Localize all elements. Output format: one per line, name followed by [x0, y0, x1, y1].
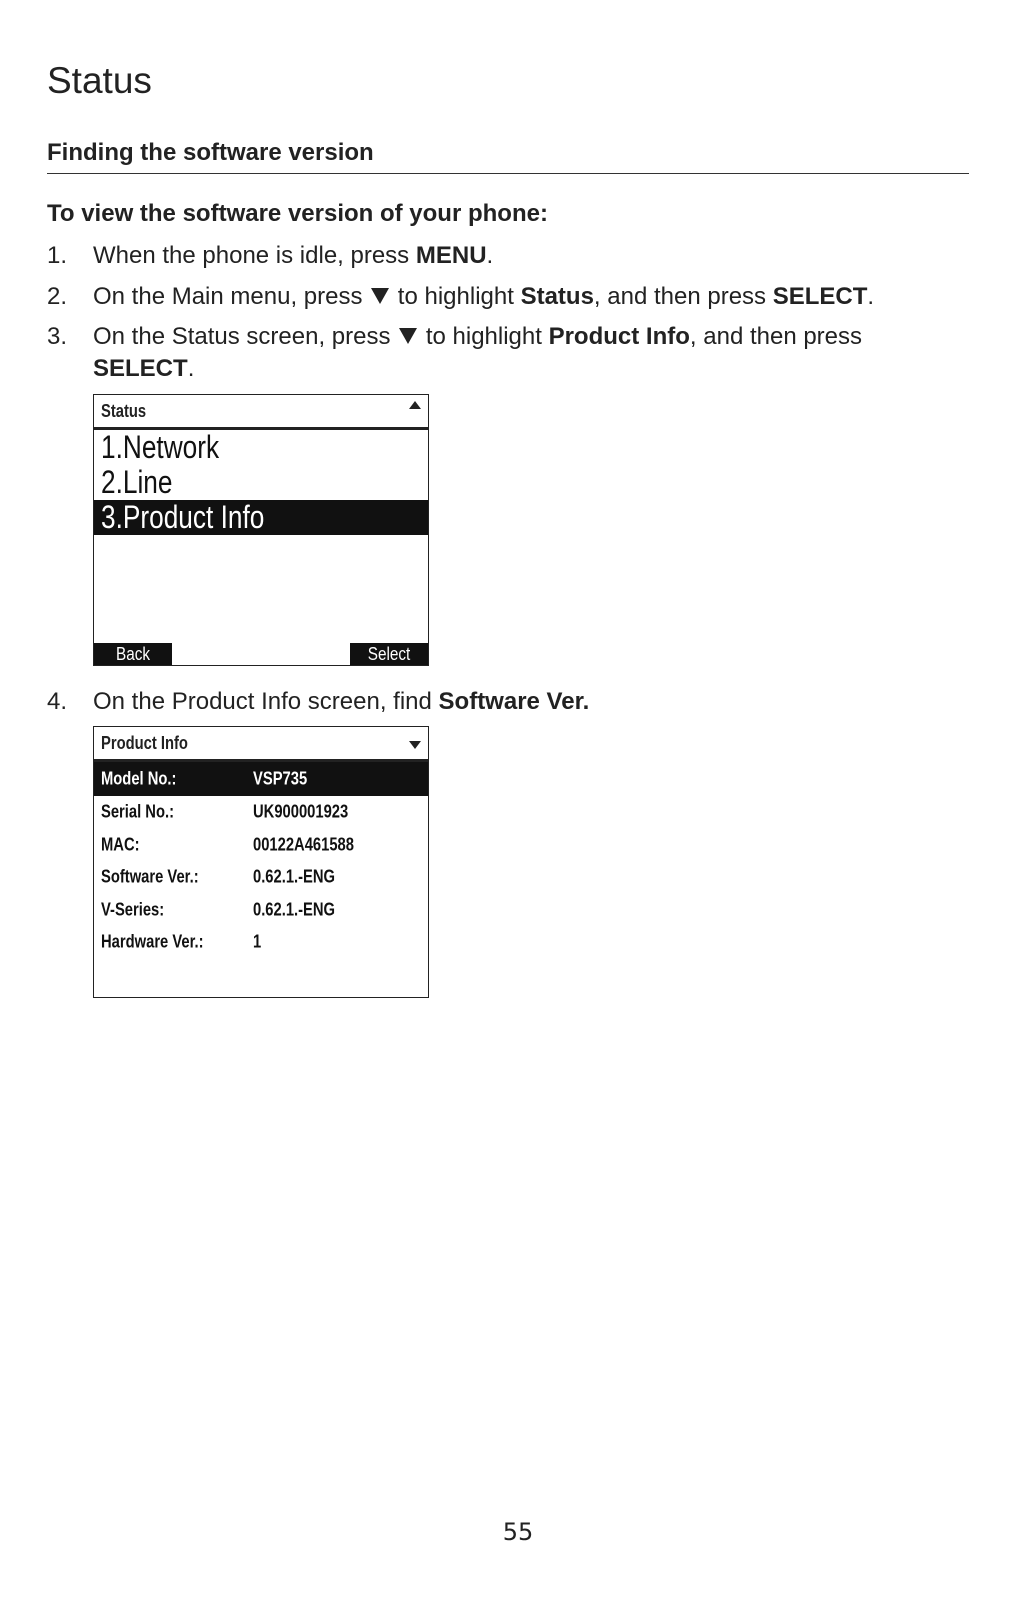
info-label: V-Series: [101, 899, 165, 920]
info-label: MAC: [101, 834, 140, 855]
info-label: Serial No.: [101, 801, 175, 822]
down-triangle-icon [399, 328, 417, 344]
info-value: 00122A461588 [253, 834, 354, 855]
menu-item-product-info[interactable]: 3.Product Info [94, 500, 428, 535]
scroll-down-arrow-icon [409, 741, 421, 749]
screen-title: Status [101, 401, 147, 421]
status-screen [93, 394, 429, 666]
page-title: Status [47, 60, 152, 101]
procedure-heading: To view the software version of your phone: [47, 200, 548, 227]
screen-title: Product Info [101, 733, 188, 753]
info-row-software-ver [94, 861, 428, 894]
scroll-up-arrow-icon [409, 401, 421, 409]
down-triangle-icon [371, 288, 389, 304]
step-number: 3. [47, 323, 68, 350]
info-value: 0.62.1.-ENG [253, 899, 336, 920]
step-text: On the Status screen, press to highlight Product Info, and then press SELECT. [93, 323, 863, 382]
menu-item-network[interactable]: 1.Network [101, 429, 220, 465]
step-text: On the Product Info screen, find Software Ver. [93, 688, 590, 715]
page-number: 55 [502, 1518, 534, 1546]
info-row-hardware-ver [94, 926, 428, 959]
screen-header [94, 727, 428, 762]
step-number: 2. [47, 283, 68, 310]
info-value: 0.62.1.-ENG [253, 866, 336, 887]
info-row-mac [94, 829, 428, 862]
info-value: VSP735 [253, 768, 308, 789]
info-label: Hardware Ver.: [101, 931, 204, 952]
step-number: 4. [47, 688, 68, 715]
info-label: Model No.: [101, 768, 177, 789]
softkey-bar [94, 643, 428, 665]
step-number: 1. [47, 242, 68, 269]
product-info-screen [93, 726, 429, 998]
screen-header [94, 395, 428, 430]
select-softkey[interactable]: Select [350, 643, 428, 665]
info-row-model [94, 762, 428, 796]
menu-item-line[interactable]: 2.Line [101, 464, 173, 500]
section-title: Finding the software version [47, 139, 969, 174]
info-value: UK900001923 [253, 801, 349, 822]
info-row-serial [94, 796, 428, 829]
info-label: Software Ver.: [101, 866, 199, 887]
step-text: When the phone is idle, press MENU. [93, 242, 494, 269]
info-value: 1 [253, 931, 262, 952]
step-text: On the Main menu, press to highlight Status, and then press SELECT. [93, 283, 875, 310]
back-softkey[interactable]: Back [94, 643, 172, 665]
info-row-v-series [94, 894, 428, 927]
